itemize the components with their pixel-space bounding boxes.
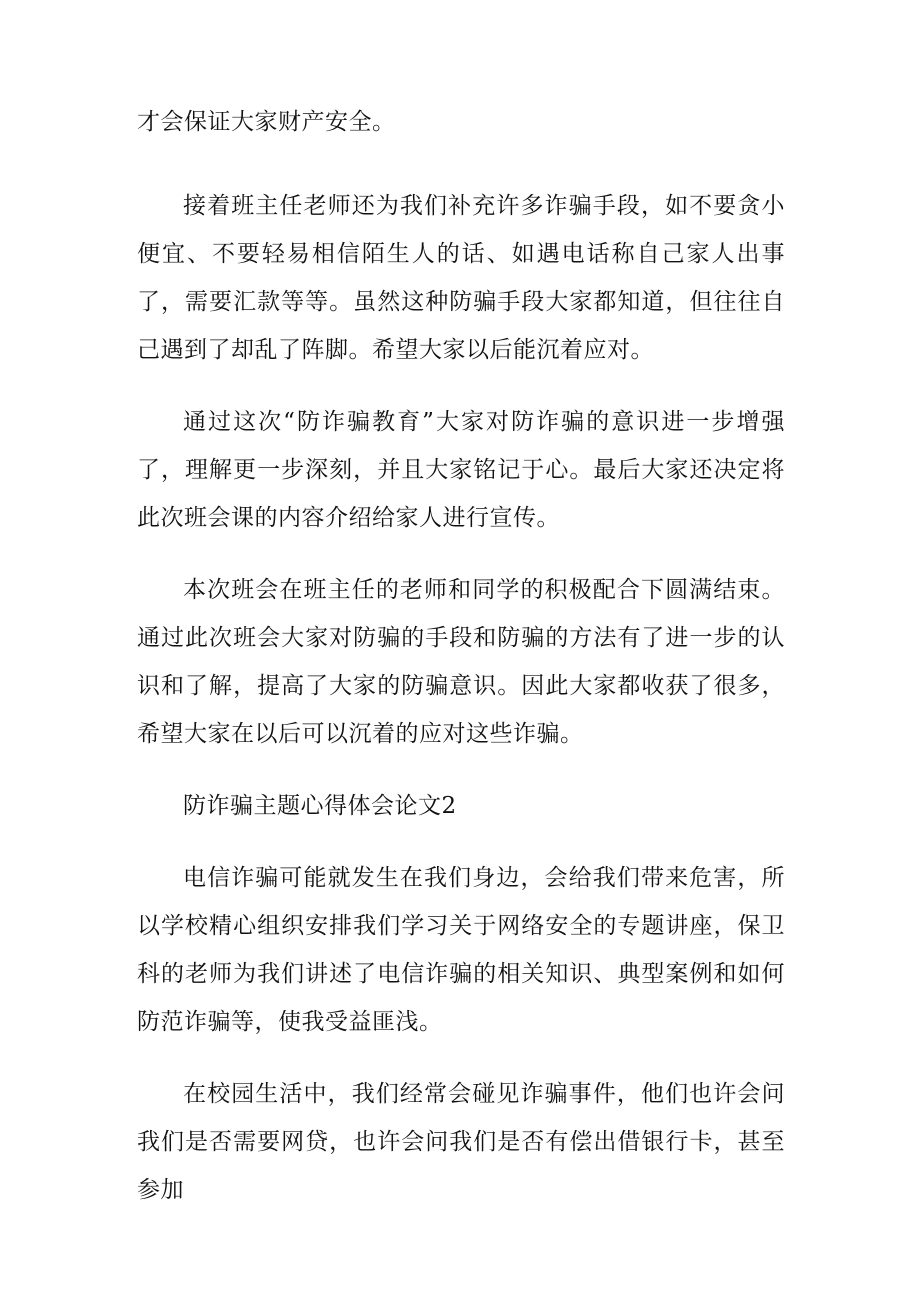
paragraph-telecom-fraud: 电信诈骗可能就发生在我们身边，会给我们带来危害，所以学校精心组织安排我们学习关于网络安全的专题讲座，保卫科的老师为我们讲述了电信诈骗的相关知识、典型案例和如何防范诈骗等，使我受益匪浅。	[137, 865, 785, 1035]
paragraph-continuation: 才会保证大家财产安全。	[137, 109, 396, 135]
paragraph-fraud-methods: 接着班主任老师还为我们补充许多诈骗手段，如不要贪小便宜、不要轻易相信陌生人的话、如遇电话称自己家人出事了，需要汇款等等。虽然这种防骗手段大家都知道，但往往自己遇到了却乱了阵脚。希望大家以后能沉着应对。	[137, 193, 785, 363]
paragraph-campus-life: 在校园生活中，我们经常会碰见诈骗事件，他们也许会问我们是否需要网贷，也许会问我们是否有偿出借银行卡，甚至参加	[137, 1081, 785, 1203]
section-heading: 防诈骗主题心得体会论文2	[183, 793, 457, 819]
paragraph-conclusion: 本次班会在班主任的老师和同学的积极配合下圆满结束。通过此次班会大家对防骗的手段和防骗的方法有了进一步的认识和了解，提高了大家的防骗意识。因此大家都收获了很多，希望大家在以后可以沉着的应对这些诈骗。	[137, 577, 785, 747]
paragraph-awareness: 通过这次“防诈骗教育”大家对防诈骗的意识进一步增强了，理解更一步深刻，并且大家铭记于心。最后大家还决定将此次班会课的内容介绍给家人进行宣传。	[137, 409, 785, 531]
